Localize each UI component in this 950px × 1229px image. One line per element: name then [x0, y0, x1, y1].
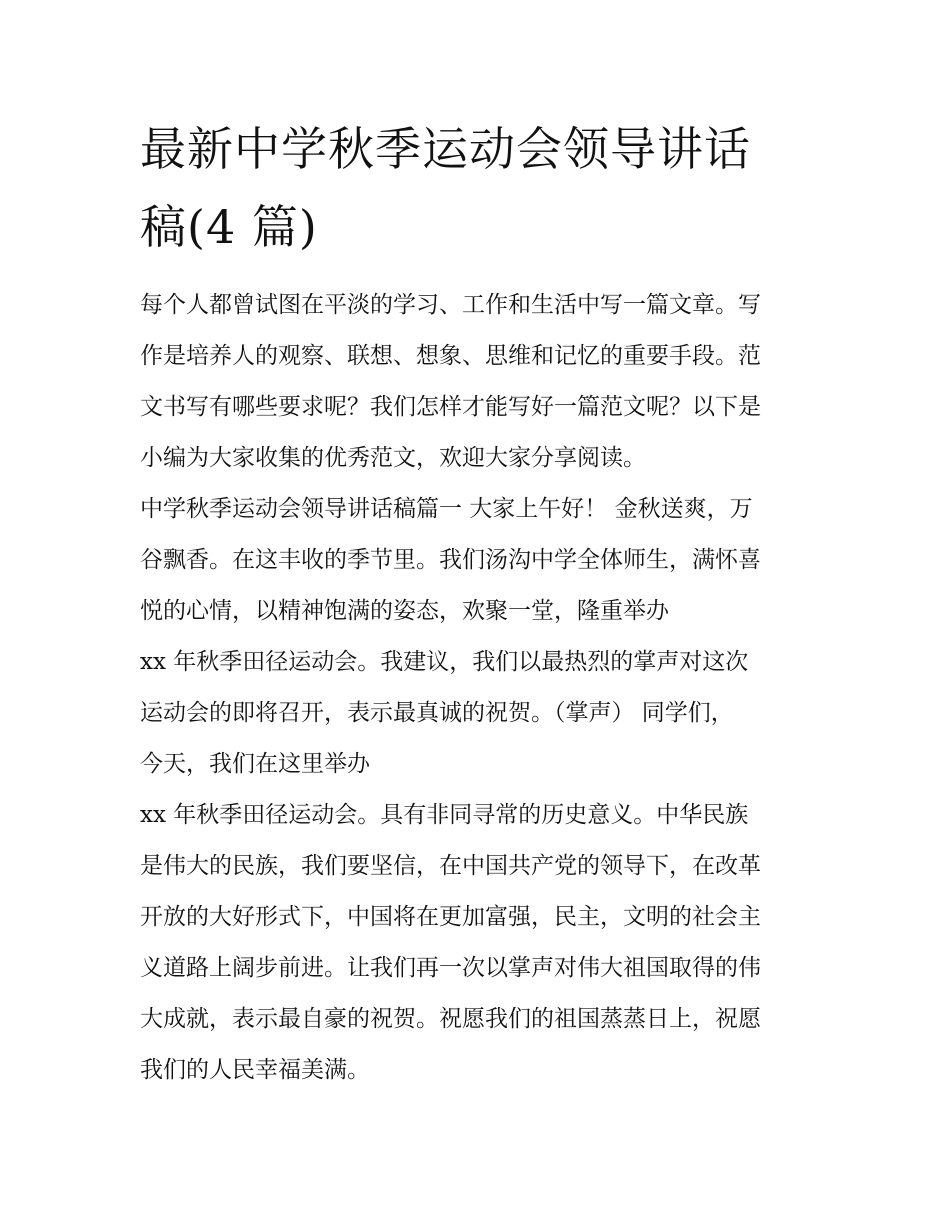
document-title — [140, 110, 812, 266]
document-page — [140, 110, 812, 1096]
text-line: 作是培养人的观察、联想、想象、思维和记忆的重要手段。范 — [140, 343, 761, 369]
text-line: 运动会的即将召开，表示最真诚的祝贺。（掌声） 同学们， — [140, 700, 734, 726]
text-line: 每个人都曾试图在平淡的学习、工作和生活中写一篇文章。写 — [140, 292, 761, 318]
text-line: 是伟大的民族，我们要坚信，在中国共产党的领导下，在改革 — [140, 853, 761, 879]
text-line: 中学秋季运动会领导讲话稿篇一 大家上午好！ 金秋送爽，万 — [140, 496, 753, 522]
title-line-1: 最新中学秋季运动会领导讲话 — [140, 122, 751, 176]
title-line-2: 稿(4 篇) — [140, 200, 318, 254]
text-line: 大成就，表示最自豪的祝贺。祝愿我们的祖国蒸蒸日上，祝愿 — [140, 1006, 761, 1032]
speech-paragraph-1 — [140, 484, 812, 637]
text-line: 悦的心情，以精神饱满的姿态，欢聚一堂，隆重举办 — [140, 598, 669, 624]
text-line: xx 年秋季田径运动会。我建议，我们以最热烈的掌声对这次 — [140, 649, 749, 675]
intro-paragraph — [140, 280, 812, 484]
text-line: 我们的人民幸福美满。 — [140, 1057, 370, 1083]
text-line: 小编为大家收集的优秀范文，欢迎大家分享阅读。 — [140, 445, 646, 471]
text-line: 开放的大好形式下，中国将在更加富强，民主，文明的社会主 — [140, 904, 761, 930]
speech-paragraph-3 — [140, 790, 812, 1096]
text-line: 文书写有哪些要求呢？我们怎样才能写好一篇范文呢？以下是 — [140, 394, 761, 420]
text-line: xx 年秋季田径运动会。具有非同寻常的历史意义。中华民族 — [140, 802, 749, 828]
text-line: 今天，我们在这里举办 — [140, 751, 370, 777]
text-line: 义道路上阔步前进。让我们再一次以掌声对伟大祖国取得的伟 — [140, 955, 761, 981]
text-line: 谷飘香。在这丰收的季节里。我们汤沟中学全体师生，满怀喜 — [140, 547, 761, 573]
speech-paragraph-2 — [140, 637, 812, 790]
